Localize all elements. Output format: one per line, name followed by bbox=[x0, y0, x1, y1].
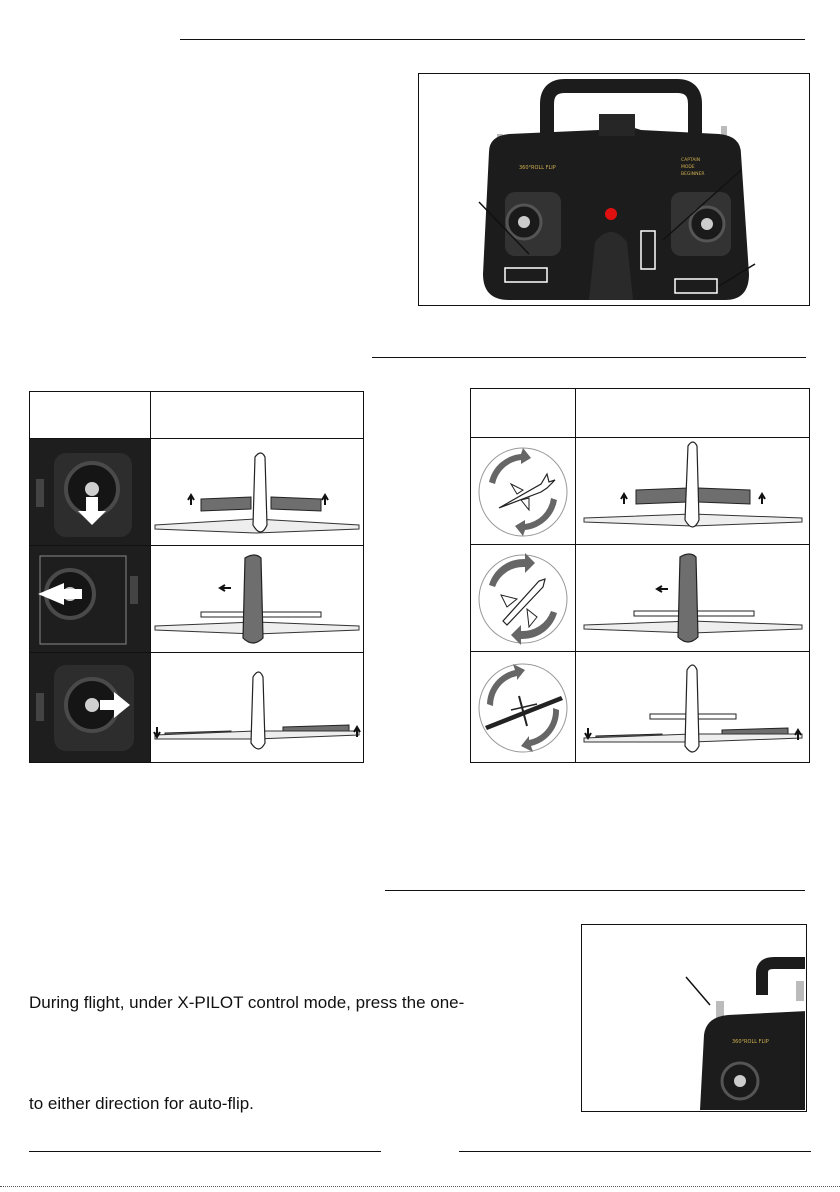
section-rule-controls bbox=[372, 357, 806, 358]
elevator-up-icon bbox=[576, 438, 809, 544]
svg-text:CAPTAIN: CAPTAIN bbox=[681, 158, 701, 163]
arrow-up-icon bbox=[188, 495, 194, 505]
elevator-up-icon bbox=[151, 439, 363, 545]
transmitter-photo-frame bbox=[418, 73, 810, 306]
aileron-right-icon bbox=[576, 652, 809, 762]
svg-text:360°ROLL FLIP: 360°ROLL FLIP bbox=[519, 165, 556, 171]
arrow-left-icon bbox=[220, 585, 231, 591]
arrow-down-icon bbox=[585, 728, 591, 738]
roll-right-rotation-icon bbox=[471, 652, 575, 762]
left-table-stick-right bbox=[29, 652, 151, 763]
right-table-yaw-icon-cell bbox=[470, 544, 576, 652]
footer-rule-right bbox=[459, 1151, 811, 1152]
pitch-up-rotation-icon bbox=[471, 438, 575, 544]
left-table-header-col1 bbox=[29, 391, 151, 439]
stick-left-photo bbox=[30, 546, 150, 652]
flip-instruction-line-2: to either direction for auto-flip. bbox=[29, 1094, 254, 1113]
transmitter-corner-illustration bbox=[582, 925, 805, 1110]
right-table-pitch-icon-cell bbox=[470, 437, 576, 545]
right-table-elevator-up-diagram bbox=[575, 437, 810, 545]
left-table-stick-left bbox=[29, 545, 151, 653]
section-rule-flip bbox=[385, 890, 805, 891]
right-table-header-col2 bbox=[575, 388, 810, 438]
right-table-roll-icon-cell bbox=[470, 651, 576, 763]
left-table-rudder-left-diagram bbox=[150, 545, 364, 653]
flip-instruction-line-1: During flight, under X-PILOT control mode, press the one- bbox=[29, 993, 465, 1012]
arrow-up-icon bbox=[322, 495, 328, 505]
aileron-right-icon bbox=[151, 653, 363, 762]
left-table-header-col2 bbox=[150, 391, 364, 439]
yaw-left-rotation-icon bbox=[471, 545, 575, 651]
left-table-stick-down bbox=[29, 438, 151, 546]
header-rule bbox=[180, 39, 805, 40]
stick-down-photo bbox=[30, 439, 150, 545]
stick-right-photo bbox=[30, 653, 150, 762]
right-table-header-col1 bbox=[470, 388, 576, 438]
flip-button-photo-frame bbox=[581, 924, 807, 1112]
rudder-left-icon bbox=[576, 545, 809, 651]
arrow-left-icon bbox=[657, 586, 668, 592]
svg-text:MODE: MODE bbox=[681, 165, 695, 170]
page-cut-line bbox=[0, 1186, 840, 1187]
svg-text:360°ROLL FLIP: 360°ROLL FLIP bbox=[732, 1039, 769, 1045]
arrow-up-icon bbox=[759, 494, 765, 504]
footer-rule-left bbox=[29, 1151, 381, 1152]
rudder-left-icon bbox=[151, 546, 363, 652]
arrow-up-icon bbox=[621, 494, 627, 504]
left-table-aileron-right-diagram bbox=[150, 652, 364, 763]
left-table-elevator-up-diagram bbox=[150, 438, 364, 546]
transmitter-illustration bbox=[419, 74, 808, 304]
right-table-rudder-left-diagram bbox=[575, 544, 810, 652]
right-table-aileron-right-diagram bbox=[575, 651, 810, 763]
svg-text:BEGINNER: BEGINNER bbox=[681, 172, 705, 177]
